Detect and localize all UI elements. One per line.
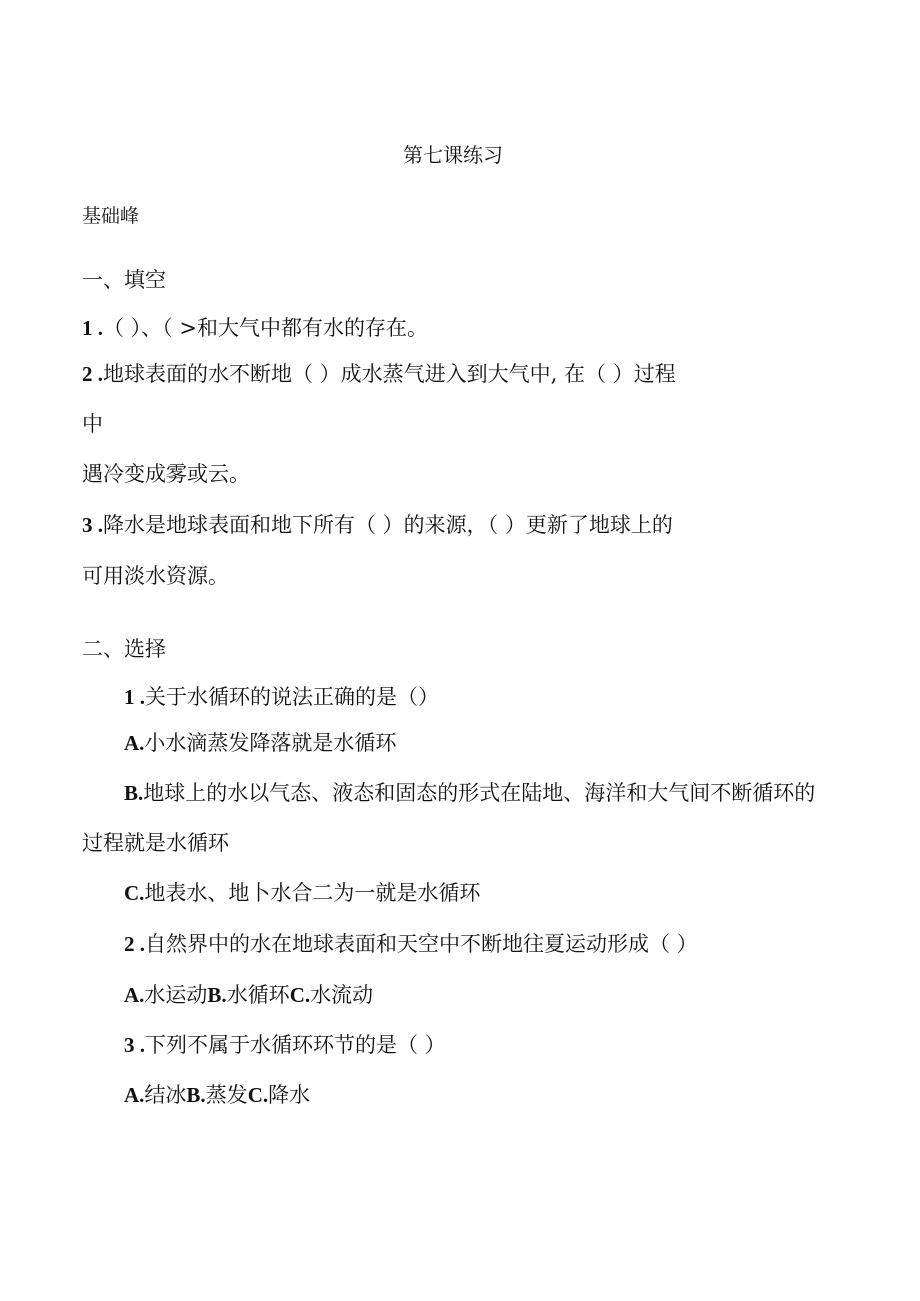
question-number: 3 . — [124, 1033, 145, 1057]
fill-question-1 — [82, 315, 428, 341]
fill-question-3 — [82, 512, 673, 538]
option-label: C. — [247, 1083, 269, 1107]
question-text: 下列不属于水循环环节的是（ ） — [145, 1033, 446, 1057]
question-number: 3 . — [82, 513, 103, 537]
option-label: B. — [186, 1083, 206, 1107]
option-label: A. — [124, 731, 145, 755]
question-text: 地球表面的水不断地（ ）成水蒸气进入到大气中, 在（ ）过程 — [103, 362, 676, 386]
option-text: 地表水、地卜水合二为一就是水循环 — [144, 881, 481, 905]
section-heading: 基础峰 — [82, 205, 140, 227]
option-label: A. — [124, 983, 145, 1007]
choice-option-c — [124, 880, 480, 906]
option-label: C. — [289, 983, 311, 1007]
choice-option-b-continuation: 过程就是水循环 — [82, 831, 229, 855]
question-number: 1 . — [82, 316, 103, 340]
choice-question-3 — [124, 1032, 446, 1058]
option-text: 降水 — [268, 1083, 311, 1107]
choice-options-row — [124, 1082, 310, 1108]
option-text: 蒸发 — [205, 1083, 248, 1107]
option-label: C. — [124, 881, 145, 905]
question-text: （ ）、（ >和大气中都有水的存在。 — [103, 316, 428, 340]
question-text: 关于水循环的说法正确的是（） — [145, 685, 439, 709]
question-number: 1 . — [124, 685, 145, 709]
option-label: B. — [207, 983, 227, 1007]
choice-question-2 — [124, 931, 698, 957]
option-text: 水运动 — [144, 983, 208, 1007]
section-label-fill-blank: 一、填空 — [82, 268, 166, 292]
option-text: 水循环 — [226, 983, 290, 1007]
fill-question-2 — [82, 361, 676, 387]
question-text: 降水是地球表面和地下所有（ ）的来源，（ ）更新了地球上的 — [103, 513, 673, 537]
choice-option-a — [124, 730, 396, 756]
option-text: 小水滴蒸发降落就是水循环 — [144, 731, 397, 755]
section-label-choice: 二、选择 — [82, 637, 166, 661]
question-number: 2 . — [124, 932, 145, 956]
option-label: A. — [124, 1083, 145, 1107]
option-text: 结冰 — [144, 1083, 187, 1107]
question-number: 2 . — [82, 362, 103, 386]
option-text: 水流动 — [310, 983, 374, 1007]
choice-option-b — [124, 780, 815, 806]
fill-question-2-continuation: 遇冷变成雾或云。 — [82, 462, 250, 486]
option-text: 地球上的水以气态、液态和固态的形式在陆地、海洋和大气间不断循环的 — [143, 781, 816, 805]
question-text: 自然界中的水在地球表面和天空中不断地往夏运动形成（ ） — [145, 932, 698, 956]
fill-question-3-continuation: 可用淡水资源。 — [82, 564, 229, 588]
page-title: 第七课练习 — [403, 143, 503, 167]
choice-question-1 — [124, 684, 439, 710]
fill-question-2-continuation: 中 — [82, 412, 103, 436]
option-label: B. — [124, 781, 144, 805]
choice-options-row — [124, 982, 373, 1008]
